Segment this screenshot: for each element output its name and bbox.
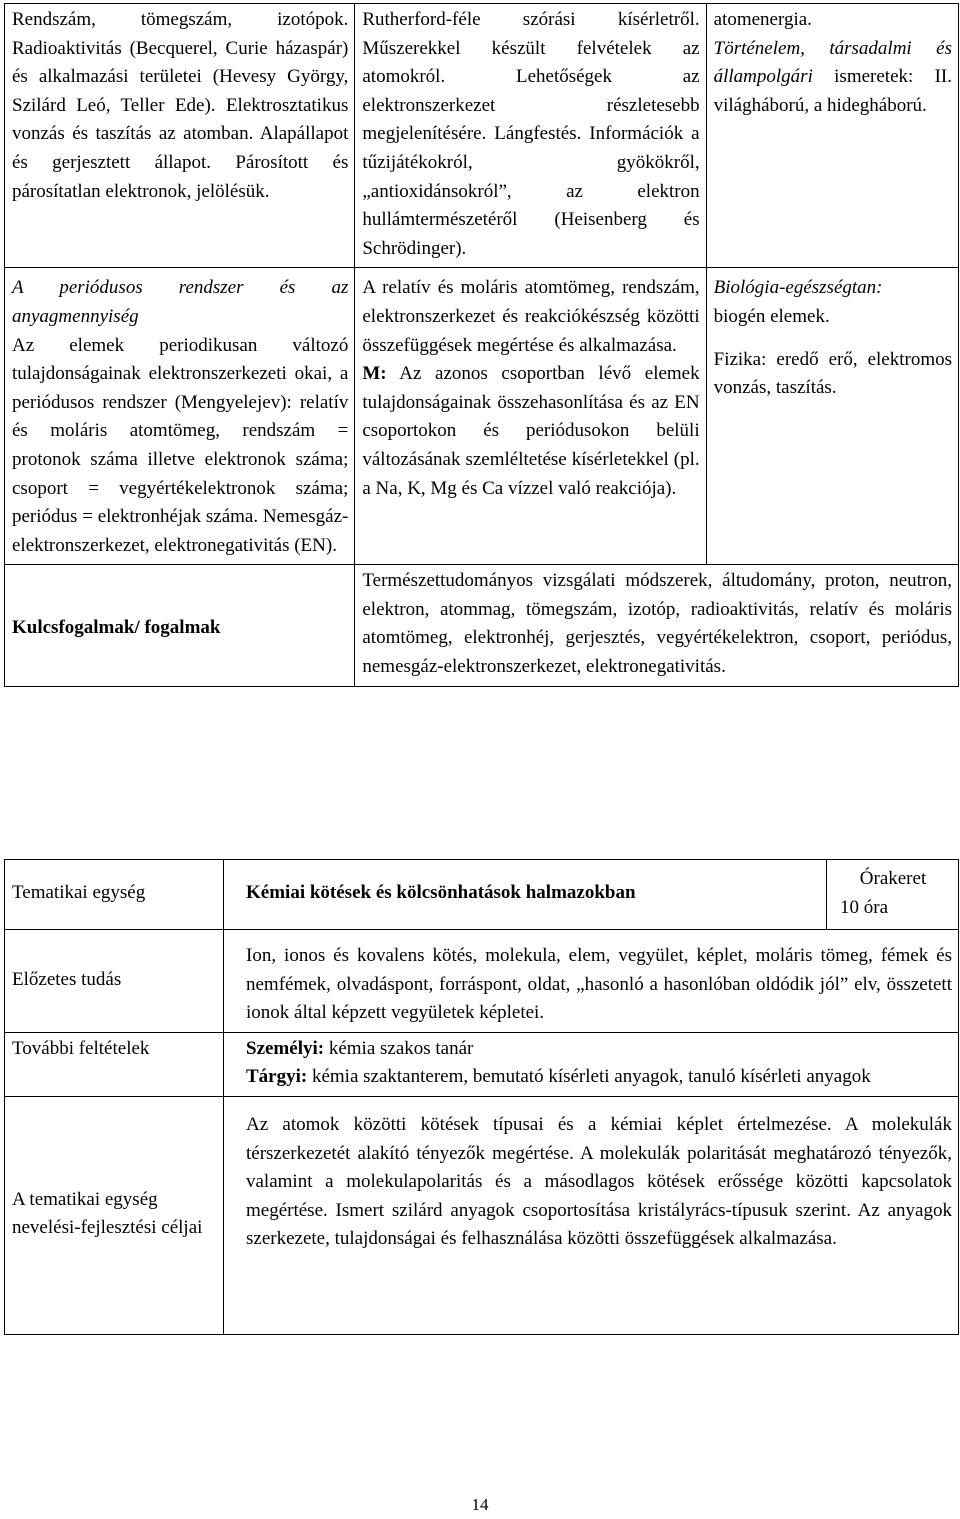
material-text: kémia szaktanterem, bemutató kísérleti anyagok, tanuló kísérleti anyagok [311,1066,871,1088]
connection-text: atomenergia. [713,9,812,30]
content-cell [5,268,355,565]
connection-text: ismeretek: II. világháború, a hidegháború. [713,66,952,116]
table-row [5,565,959,686]
connection-subject-label: Biológia-egészségtan: [713,277,883,299]
prior-knowledge-text: Ion, ionos és kovalens kötés, molekula, elem, vegyület, képlet, moláris tömeg, fémek és nemfémek, olvadáspont, forráspont, oldat, „hasonló a hasonlóban oldódik jól” elv, összetett ionok által képzett vegyületek képletei. [224,930,959,1033]
curriculum-table-chemical-bonds [4,859,959,1335]
curriculum-table-atom-structure [4,3,959,687]
table-row [5,1032,959,1096]
conditions-label: További feltételek [5,1032,224,1096]
hours-cell [827,860,959,930]
goals-text: Az atomok közötti kötések típusai és a kémiai képlet értelmezése. A molekulák térszerkezetét alakító tényezők megértése. A molekulák polaritását meghatározó tényezők, valamint a molekulapolaritás és a másodlagos kötések erőssége közötti kapcsolatok megértése. Ismert szilárd anyagok csoportosítása kristályrács-típusuk szerint. Az anyagok szerkezete, tulajdonságai és felhasználása közötti összefüggések alkalmazása. [224,1096,959,1334]
content-text: Az elemek periodikusan változó tulajdonságainak elektronszerkezeti okai, a periódusos rendszer (Mengyelejev): relatív és moláris atomtömeg, rendszám = protonok száma illetve elektronok száma; csoport = vegyértékelektronok száma; periódus = elektronhéjak száma. Nemesgáz-elektronszerkezet, elektronegativitás (EN). [12,334,349,556]
unit-label: Tematikai egység [5,860,224,930]
table-row [5,930,959,1033]
table-row [5,1096,959,1334]
page-number: 14 [471,1495,489,1514]
activities-cell [355,4,706,268]
hours-label: Órakeret [859,867,927,889]
personal-text: kémia szakos tanár [328,1037,474,1059]
connection-text: Fizika: eredő erő, elektromos vonzás, taszítás. [713,348,952,399]
hours-value: 10 óra [840,896,889,918]
activities-text: A relatív és moláris atomtömeg, rendszám, elektronszerkezet és reakciókészség közötti összefüggések megértése és alkalmazása. [362,277,700,356]
table-row [5,860,959,930]
connections-cell [706,4,958,268]
content-cell [5,4,355,268]
table-row [5,4,959,268]
material-label: Tárgyi: [246,1066,308,1088]
personal-label: Személyi: [246,1037,325,1059]
connection-text: biogén elemek. [713,305,830,327]
table-row [5,268,959,565]
unit-title: Kémiai kötések és kölcsönhatások halmazokban [224,860,827,930]
conditions-cell [224,1032,959,1096]
method-text: Az azonos csoportban lévő elemek tulajdonságainak összehasonlítása és az EN csoportokon és periódusokon belüli változásának szemléltetése kísérletekkel (pl. a Na, K, Mg és Ca vízzel való reakciója). [362,363,700,499]
goals-label: A tematikai egység nevelési-fejlesztési céljai [5,1096,224,1334]
connection-subject-label: Történelem, társadalmi és állampolgári [713,37,952,88]
prior-knowledge-label: Előzetes tudás [5,930,224,1033]
connections-cell [706,268,958,565]
activities-text: Rutherford-féle szórási kísérletről. Műszerekkel készült felvételek az atomokról. Lehetőségek az elektronszerkezet részletesebb megjelenítésére. Lángfestés. Információk a tűzijátékokról, gyökökről, „antioxidánsokról”, az elektron hullámtermészetéről (Heisenberg és Schrödinger). [362,9,700,259]
activities-cell [355,268,706,565]
section-title: A periódusos rendszer és az anyagmennyiség [12,277,349,327]
content-text: Rendszám, tömegszám, izotópok. Radioaktivitás (Becquerel, Curie házaspár) és alkalmazási területei (Hevesy György, Szilárd Leó, Teller Ede). Elektrosztatikus vonzás és taszítás az atomban. Alapállapot és gerjesztett állapot. Párosított és párosítatlan elektronok, jelölésük. [12,9,349,202]
method-label: M: [362,363,387,385]
key-concepts-text: Természettudományos vizsgálati módszerek, áltudomány, proton, neutron, elektron, atommag, tömegszám, izotóp, radioaktivitás, relatív és moláris atomtömeg, elektronhéj, gerjesztés, vegyértékelektron, csoport, periódus, nemesgáz-elektronszerkezet, elektronegativitás. [355,565,959,686]
key-concepts-label: Kulcsfogalmak/ fogalmak [5,565,355,686]
